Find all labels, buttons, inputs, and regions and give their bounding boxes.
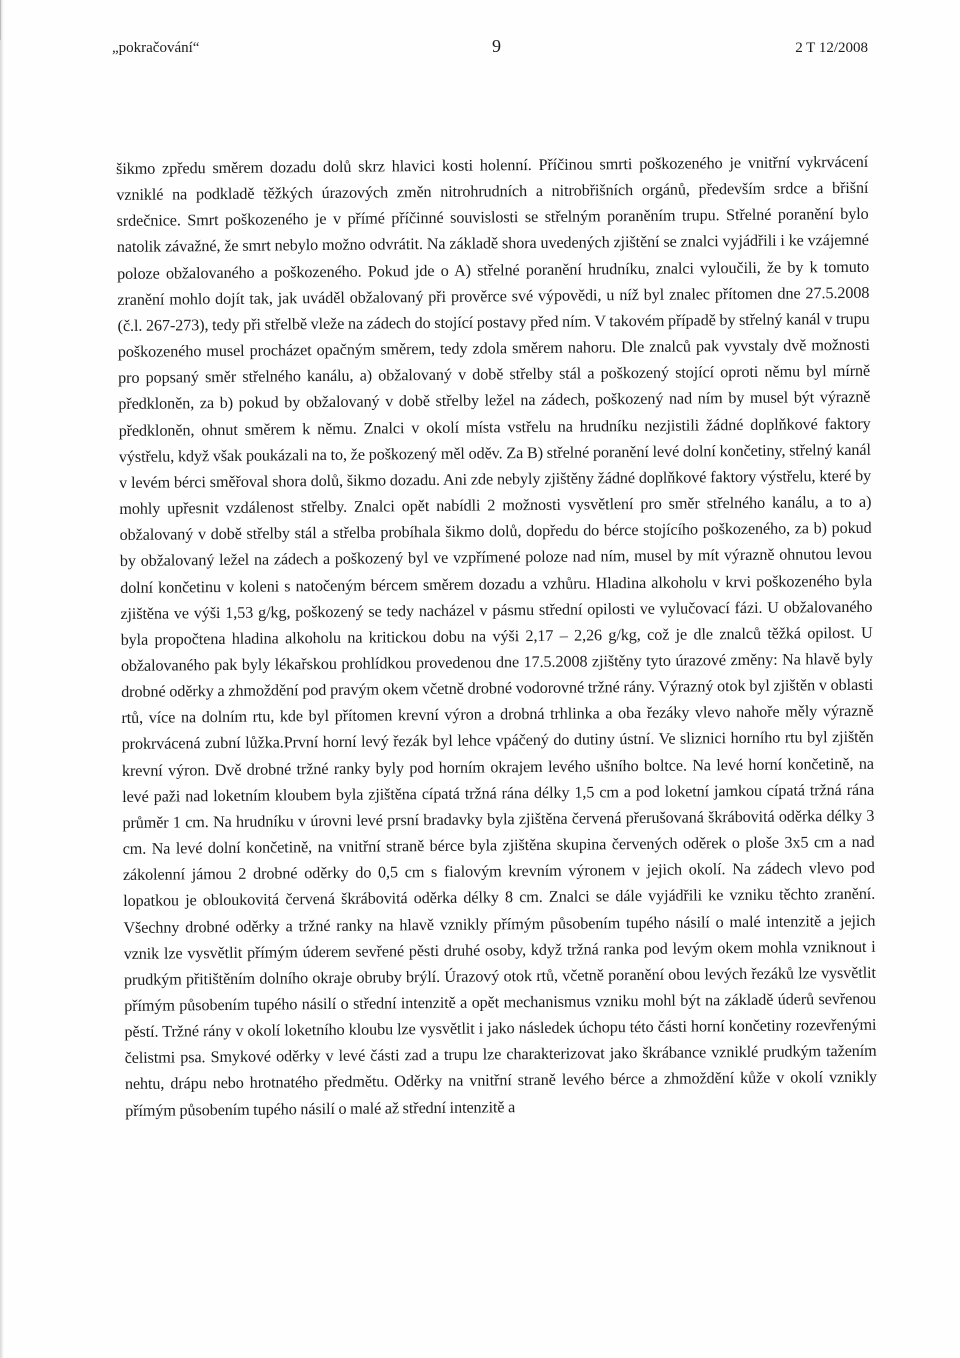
case-number: 2 T 12/2008	[795, 40, 868, 56]
scan-corner-mark	[0, 0, 15, 40]
page-number: 9	[492, 36, 501, 56]
body-text	[116, 149, 877, 1124]
scan-edge	[0, 0, 4, 1358]
continuation-label: „pokračování“	[112, 40, 200, 56]
body-paragraph: šikmo zpředu směrem dozadu dolů skrz hlavici kosti holenní. Příčinou smrti poškozeného je vnitřní vykrvácení vzniklé na podkladě těžkých úrazových změn nitrohrudních a nitrobřišních orgánů, především srdce a břišní srdečnice. Smrt poškozeného je v přímé příčinné souvislosti se střelným poraněním trupu. Střelné poranění bylo natolik závažné, že smrt nebylo možno odvrátit. Na základě shora uvedených zjištění se znalci vyjádřili i ke vzájemné poloze obžalovaného a poškozeného. Pokud jde o A) střelné poranění hrudníku, znalci vyloučili, že by k tomuto zranění mohlo dojít tak, jak uváděl obžalovaný při prověrce své výpovědi, u níž byl znalec přítomen dne 27.5.2008 (č.l. 267-273), tedy při střelbě vleže na zádech do stojící postavy před ním. V takovém případě by střelný kanál v trupu poškozeného musel procházet opačným směrem, tedy zdola směrem nahoru. Dle znalců pak vyvstaly dvě možnosti pro popsaný směr střelného kanálu, a) obžalovaný v době střelby stál a poškozený stojící oproti němu byl mírně předkloněn, za b) pokud by obžalovaný v době střelby ležel na zádech, poškozený nad ním by musel být výrazně předkloněn, ohnut směrem k němu. Znalci v okolí místa vstřelu na hrudníku nezjistili žádné doplňkové faktory výstřelu, když však poukázali na to, že poškozený měl oděv. Za B) střelné poranění levé dolní končetiny, střelný kanál v levém bérci směřoval shora dolů, šikmo dozadu. Ani zde nebyly zjištěny žádné doplňkové faktory výstřelu, které by mohly upřesnit vzdálenost střelby. Znalci opět nabídli 2 možnosti vysvětlení pro směr střelného kanálu, a to a) obžalovaný v době střelby stál a střelba probíhala šikmo dolů, dopředu do bérce stojícího poškozeného, za b) pokud by obžalovaný ležel na zádech a poškozený byl ve vzpřímené poloze nad ním, musel by mít výrazně ohnutou levou dolní končetinu v koleni s natočeným bércem směrem dozadu a vzhůru. Hladina alkoholu v krvi poškozeného byla zjištěna ve výši 1,53 g/kg, poškozený se tedy nacházel v pásmu střední opilosti ve vylučovací fázi. U obžalovaného byla propočtena hladina alkoholu na kritickou dobu na výši 2,17 – 2,26 g/kg, což je dle znalců těžká opilost. U obžalovaného pak byly lékařskou prohlídkou provedenou dne 17.5.2008 zjištěny tyto úrazové změny: Na hlavě byly drobné oděrky a zhmoždění pod pravým okem včetně drobné vodorovné tržné rány. Výrazný otok byl zjištěn v oblasti rtů, více na dolním rtu, kde byl přítomen krevní výron a drobná trhlinka a oba řezáky vlevo nahoře měly výrazně prokrvácená zubní lůžka.První horní levý řezák byl lehce vpáčený do dutiny ústní. Ve sliznici horního rtu byl zjištěn krevní výron. Dvě drobné tržné ranky byly pod horním okrajem levého ušního boltce. Na levé horní končetině, na levé paži nad loketním kloubem byla zjištěna cípatá tržná rána délky 1,5 cm a pod loketní jamkou cípatá tržná rána průměr 1 cm. Na hrudníku v úrovni levé prsní bradavky byla zjištěna červená přerušovaná škrábovitá oděrka délky 3 cm. Na levé dolní končetině, na vnitřní straně bérce byla zjištěna skupina červených oděrek o ploše 3x5 cm a nad zákolenní jámou 2 drobné oděrky do 0,5 cm s fialovým krevním výronem v jejich okolí. Na zádech vlevo pod lopatkou je obloukovitá červená škrábovitá oděrka délky 8 cm. Znalci se dále vyjádřili ke vzniku těchto zranění. Všechny drobné oděrky a tržné ranky na hlavě vznikly přímým působením tupého násilí o malé intenzitě a jejich vznik lze vysvětlit přímým úderem sevřené pěsti druhé osoby, když tržná ranka pod levým okem mohla vzniknout i prudkým přitištěním dolního okraje obruby brýlí. Úrazový otok rtů, včetně poranění obou levých řezáků lze vysvětlit přímým působením tupého násilí o střední intenzitě a opět mechanismus vzniku mohl být na základě úderů sevřenou pěstí. Tržné rány v okolí loketního kloubu lze vysvětlit i jako následek úchopu této části horní končetiny rozevřenými čelistmi psa. Smykové oděrky v levé části zad a trupu lze charakterizovat jako škrábance vzniklé prudkým tažením nehtu, drápu nebo hrotnatého předmětu. Oděrky na vnitřní straně levého bérce a zhmoždění kůže v okolí vznikly přímým působením tupého násilí o malé až střední intenzitě a	[116, 152, 877, 1120]
page-header	[112, 36, 868, 66]
